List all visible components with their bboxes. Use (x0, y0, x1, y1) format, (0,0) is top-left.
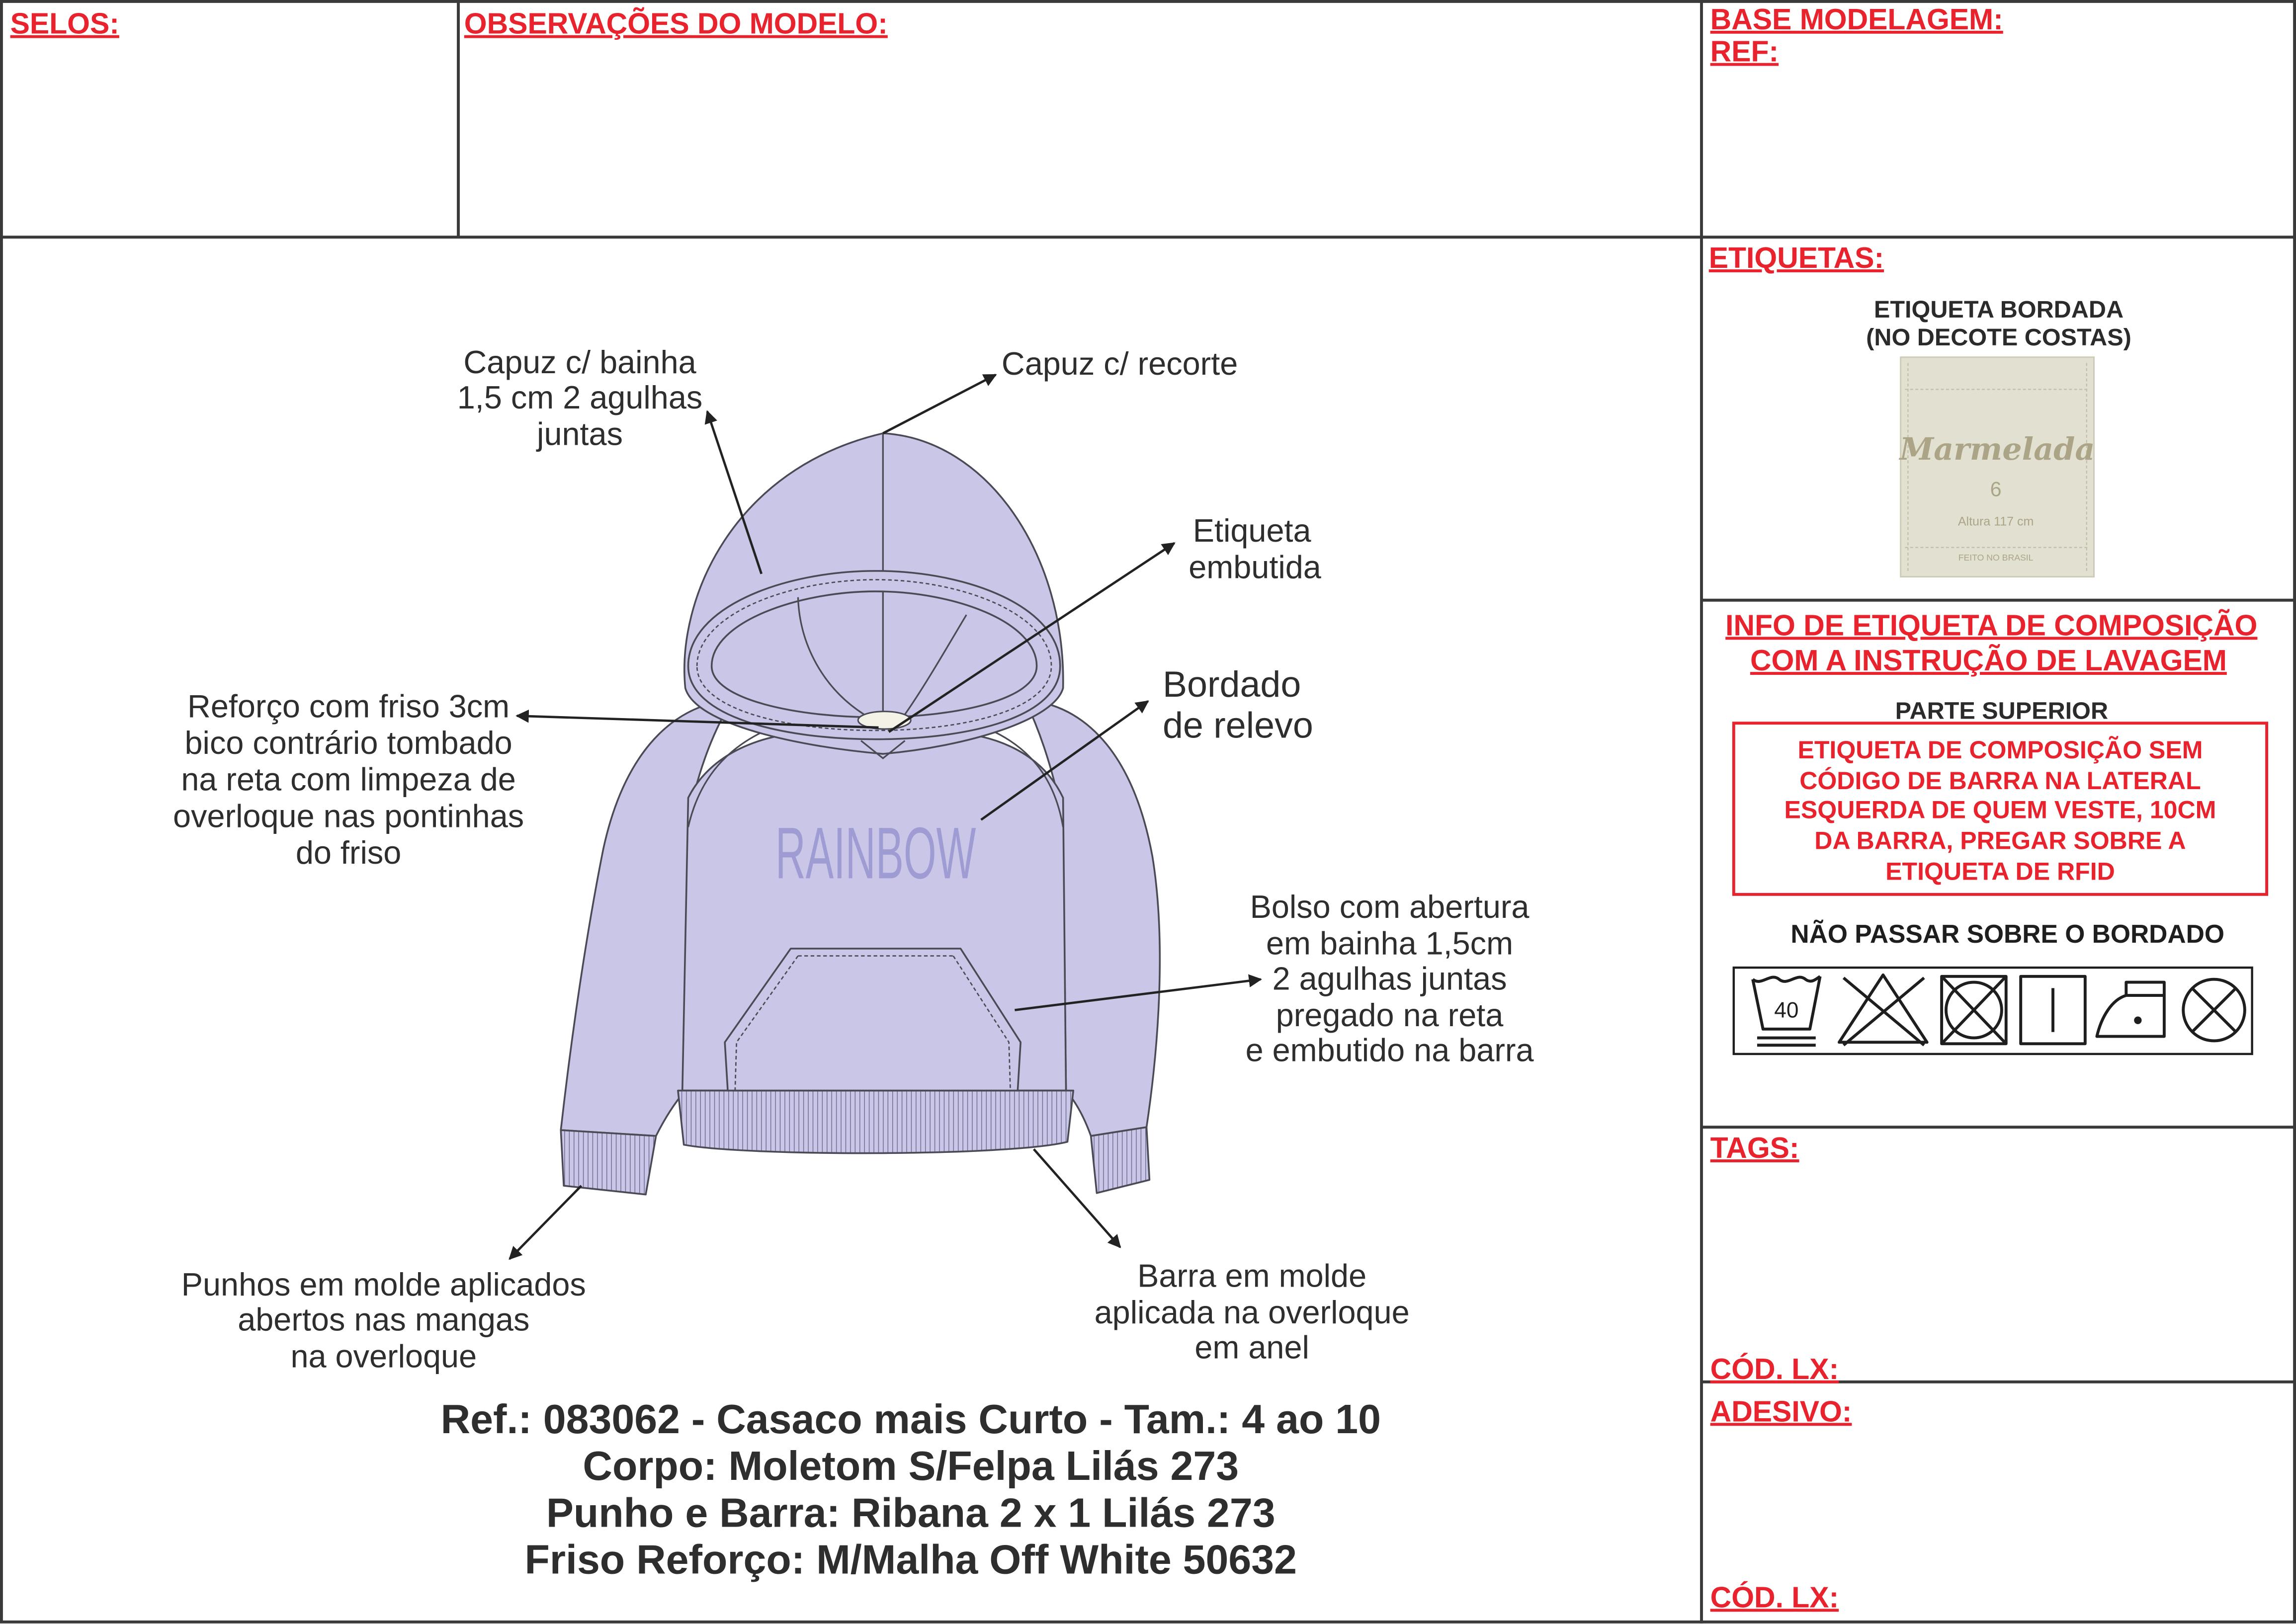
line-dry-icon (2021, 976, 2085, 1044)
hoodie-drawing (561, 433, 1160, 1195)
adesivo-label: ADESIVO: (1710, 1395, 1852, 1428)
label-origin: FEITO NO BRASIL (1958, 553, 2034, 563)
annotation-line: do friso (295, 834, 402, 871)
etiqueta-title-line-1: ETIQUETA BORDADA (1873, 296, 2124, 324)
instruction-line-3: ESQUERDA DE QUEM VESTE, 10CM (1784, 796, 2216, 824)
instruction-line-5: ETIQUETA DE RFID (1885, 857, 2115, 886)
hoodie-right-cuff (1091, 1127, 1150, 1193)
annotation-line: abertos nas mangas (238, 1301, 530, 1338)
wash-40-icon (1753, 976, 1820, 1045)
annotation-line: de relevo (1162, 704, 1313, 746)
instruction-line-1: ETIQUETA DE COMPOSIÇÃO SEM (1797, 735, 2203, 764)
annotation-line: pregado na reta (1276, 996, 1504, 1033)
base-modelagem-label: BASE MODELAGEM: (1710, 3, 2003, 36)
annotation-hood-hem (457, 344, 702, 452)
care-symbols (1734, 968, 2252, 1054)
annotation-line: em bainha 1,5cm (1266, 925, 1514, 962)
annotation-line: na overloque (290, 1338, 477, 1375)
spec-cuff-hem-fabric: Punho e Barra: Ribana 2 x 1 Lilás 273 (546, 1490, 1276, 1536)
composicao-position: PARTE SUPERIOR (1895, 697, 2109, 725)
annotation-line: na reta com limpeza de (181, 761, 516, 798)
label-brand: Marmelada (1899, 430, 2095, 467)
annotation-line: Punhos em molde aplicados (181, 1266, 586, 1302)
label-size: 6 (1990, 478, 2002, 501)
arrow-cuffs (510, 1186, 581, 1259)
annotation-cuffs (181, 1266, 586, 1374)
annotation-line: Etiqueta (1192, 512, 1311, 549)
arrow-hood-seam (883, 375, 996, 433)
annotation-line: em anel (1194, 1329, 1309, 1366)
hoodie-left-cuff (561, 1130, 656, 1195)
do-not-tumble-dry-icon (1942, 976, 2006, 1044)
annotation-hood-seam: Capuz c/ recorte (1001, 345, 1238, 382)
do-not-dry-clean-icon (2183, 979, 2245, 1041)
annotation-line: embutida (1189, 549, 1321, 585)
annotation-reinforcement (173, 688, 524, 871)
label-height: Altura 117 cm (1957, 514, 2034, 529)
embroidery-warning: NÃO PASSAR SOBRE O BORDADO (1790, 919, 2224, 949)
selos-label: SELOS: (10, 7, 119, 40)
instruction-line-4: DA BARRA, PREGAR SOBRE A (1814, 826, 2186, 855)
annotation-hem (1095, 1257, 1410, 1365)
composicao-title-line-2: COM A INSTRUÇÃO DE LAVAGEM (1750, 645, 2227, 677)
etiqueta-title-line-2: (NO DECOTE COSTAS) (1866, 324, 2131, 351)
annotation-line: juntas (537, 415, 623, 452)
tags-cod-lx-label: CÓD. LX: (1710, 1353, 1839, 1385)
spec-reinforcement-fabric: Friso Reforço: M/Malha Off White 50632 (524, 1537, 1297, 1583)
etiquetas-section (1709, 242, 2131, 577)
annotation-line: Barra em molde (1137, 1257, 1367, 1294)
annotation-line: Reforço com friso 3cm (187, 688, 510, 725)
spec-block (441, 1396, 1381, 1583)
annotation-line: e embutido na barra (1245, 1032, 1534, 1068)
annotation-pocket (1246, 889, 1534, 1068)
composicao-title-line-1: INFO DE ETIQUETA DE COMPOSIÇÃO (1725, 609, 2258, 642)
annotation-line: Bolso com abertura (1250, 888, 1530, 925)
iron-low-icon (2097, 982, 2164, 1037)
instruction-line-2: CÓDIGO DE BARRA NA LATERAL (1799, 766, 2201, 795)
tags-label: TAGS: (1710, 1132, 1799, 1165)
rainbow-print: RAINBOW (775, 812, 976, 894)
hoodie-hem-band (678, 1091, 1073, 1153)
annotation-line: aplicada na overloque (1094, 1294, 1410, 1330)
spec-reference: Ref.: 083062 - Casaco mais Curto - Tam.: 4 ao 10 (440, 1396, 1381, 1442)
ref-label: REF: (1710, 35, 1779, 68)
spec-body-fabric: Corpo: Moletom S/Felpa Lilás 273 (583, 1443, 1239, 1489)
annotation-line: Capuz c/ bainha (463, 344, 696, 381)
composicao-section (1725, 609, 2267, 1054)
annotation-line: bico contrário tombado (184, 725, 512, 761)
annotation-embroidery (1163, 663, 1313, 745)
annotation-line: overloque nas pontinhas (173, 798, 524, 834)
annotation-line: Bordado (1162, 663, 1301, 705)
annotation-line: 1,5 cm 2 agulhas (457, 379, 703, 415)
observacoes-label: OBSERVAÇÕES DO MODELO: (464, 7, 888, 40)
annotation-inner-label (1189, 512, 1322, 585)
adesivo-cod-lx-label: CÓD. LX: (1710, 1581, 1839, 1614)
wash-temperature: 40 (1774, 998, 1799, 1023)
etiquetas-label: ETIQUETAS: (1708, 242, 1884, 275)
do-not-bleach-icon (1839, 975, 1927, 1045)
annotation-line: 2 agulhas juntas (1272, 960, 1507, 997)
embroidered-label-sample (1899, 357, 2095, 577)
